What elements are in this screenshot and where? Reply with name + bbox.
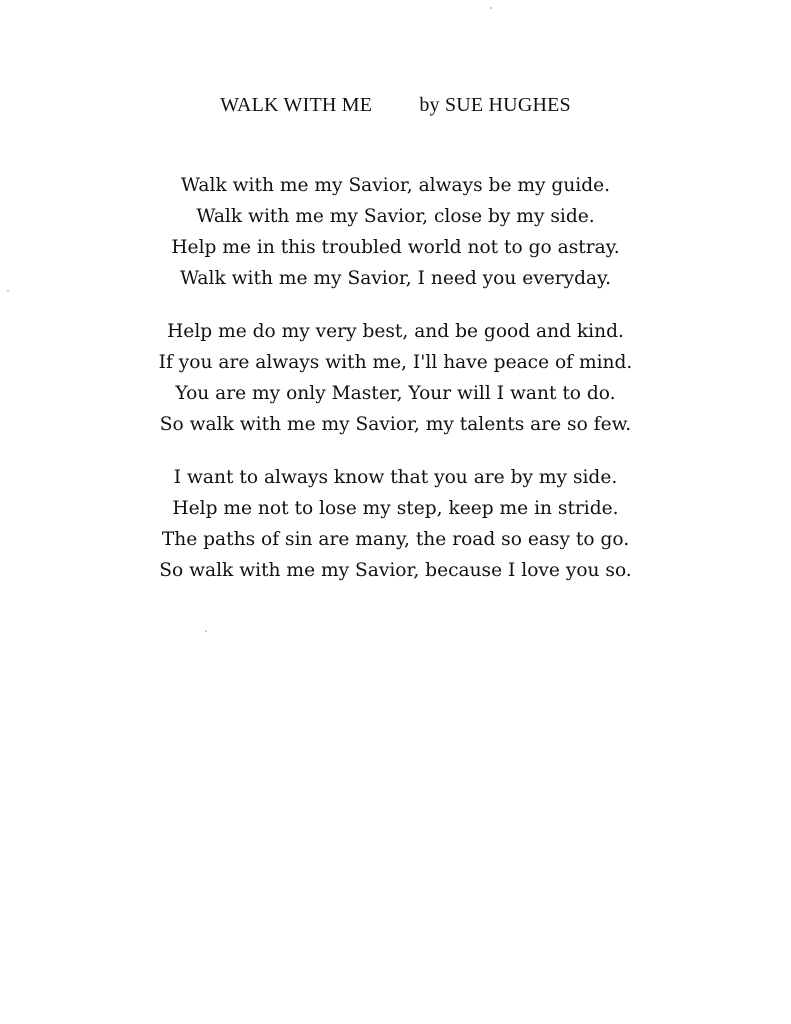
poem-line: The paths of sin are many, the road so easy to go.	[161, 529, 630, 550]
poem-author: by SUE HUGHES	[419, 94, 571, 116]
poem-line: Help me in this troubled world not to go astray.	[171, 237, 620, 258]
scan-speck	[7, 290, 9, 292]
poem-line: Walk with me my Savior, always be my guide.	[180, 175, 611, 196]
poem-line: So walk with me my Savior, my talents are so few.	[159, 414, 632, 435]
poem-line: Help me not to lose my step, keep me in stride.	[172, 498, 619, 519]
poem-line: If you are always with me, I'll have peace of mind.	[158, 352, 633, 373]
poem-line: You are my only Master, Your will I want to do.	[175, 383, 616, 404]
scan-speck	[490, 7, 492, 9]
title-line	[0, 91, 791, 119]
poem-line: Help me do my very best, and be good and kind.	[167, 321, 624, 342]
stanza-2	[0, 316, 791, 440]
poem-line: Walk with me my Savior, close by my side.	[196, 206, 595, 227]
poem-line: So walk with me my Savior, because I love you so.	[159, 560, 632, 581]
poem-body	[0, 170, 791, 586]
stanza-3	[0, 462, 791, 586]
stanza-1	[0, 170, 791, 294]
scan-speck	[205, 630, 207, 632]
poem-line: Walk with me my Savior, I need you everyday.	[179, 268, 612, 289]
poem-line: I want to always know that you are by my side.	[173, 467, 618, 488]
poem-title: WALK WITH ME	[220, 94, 373, 116]
